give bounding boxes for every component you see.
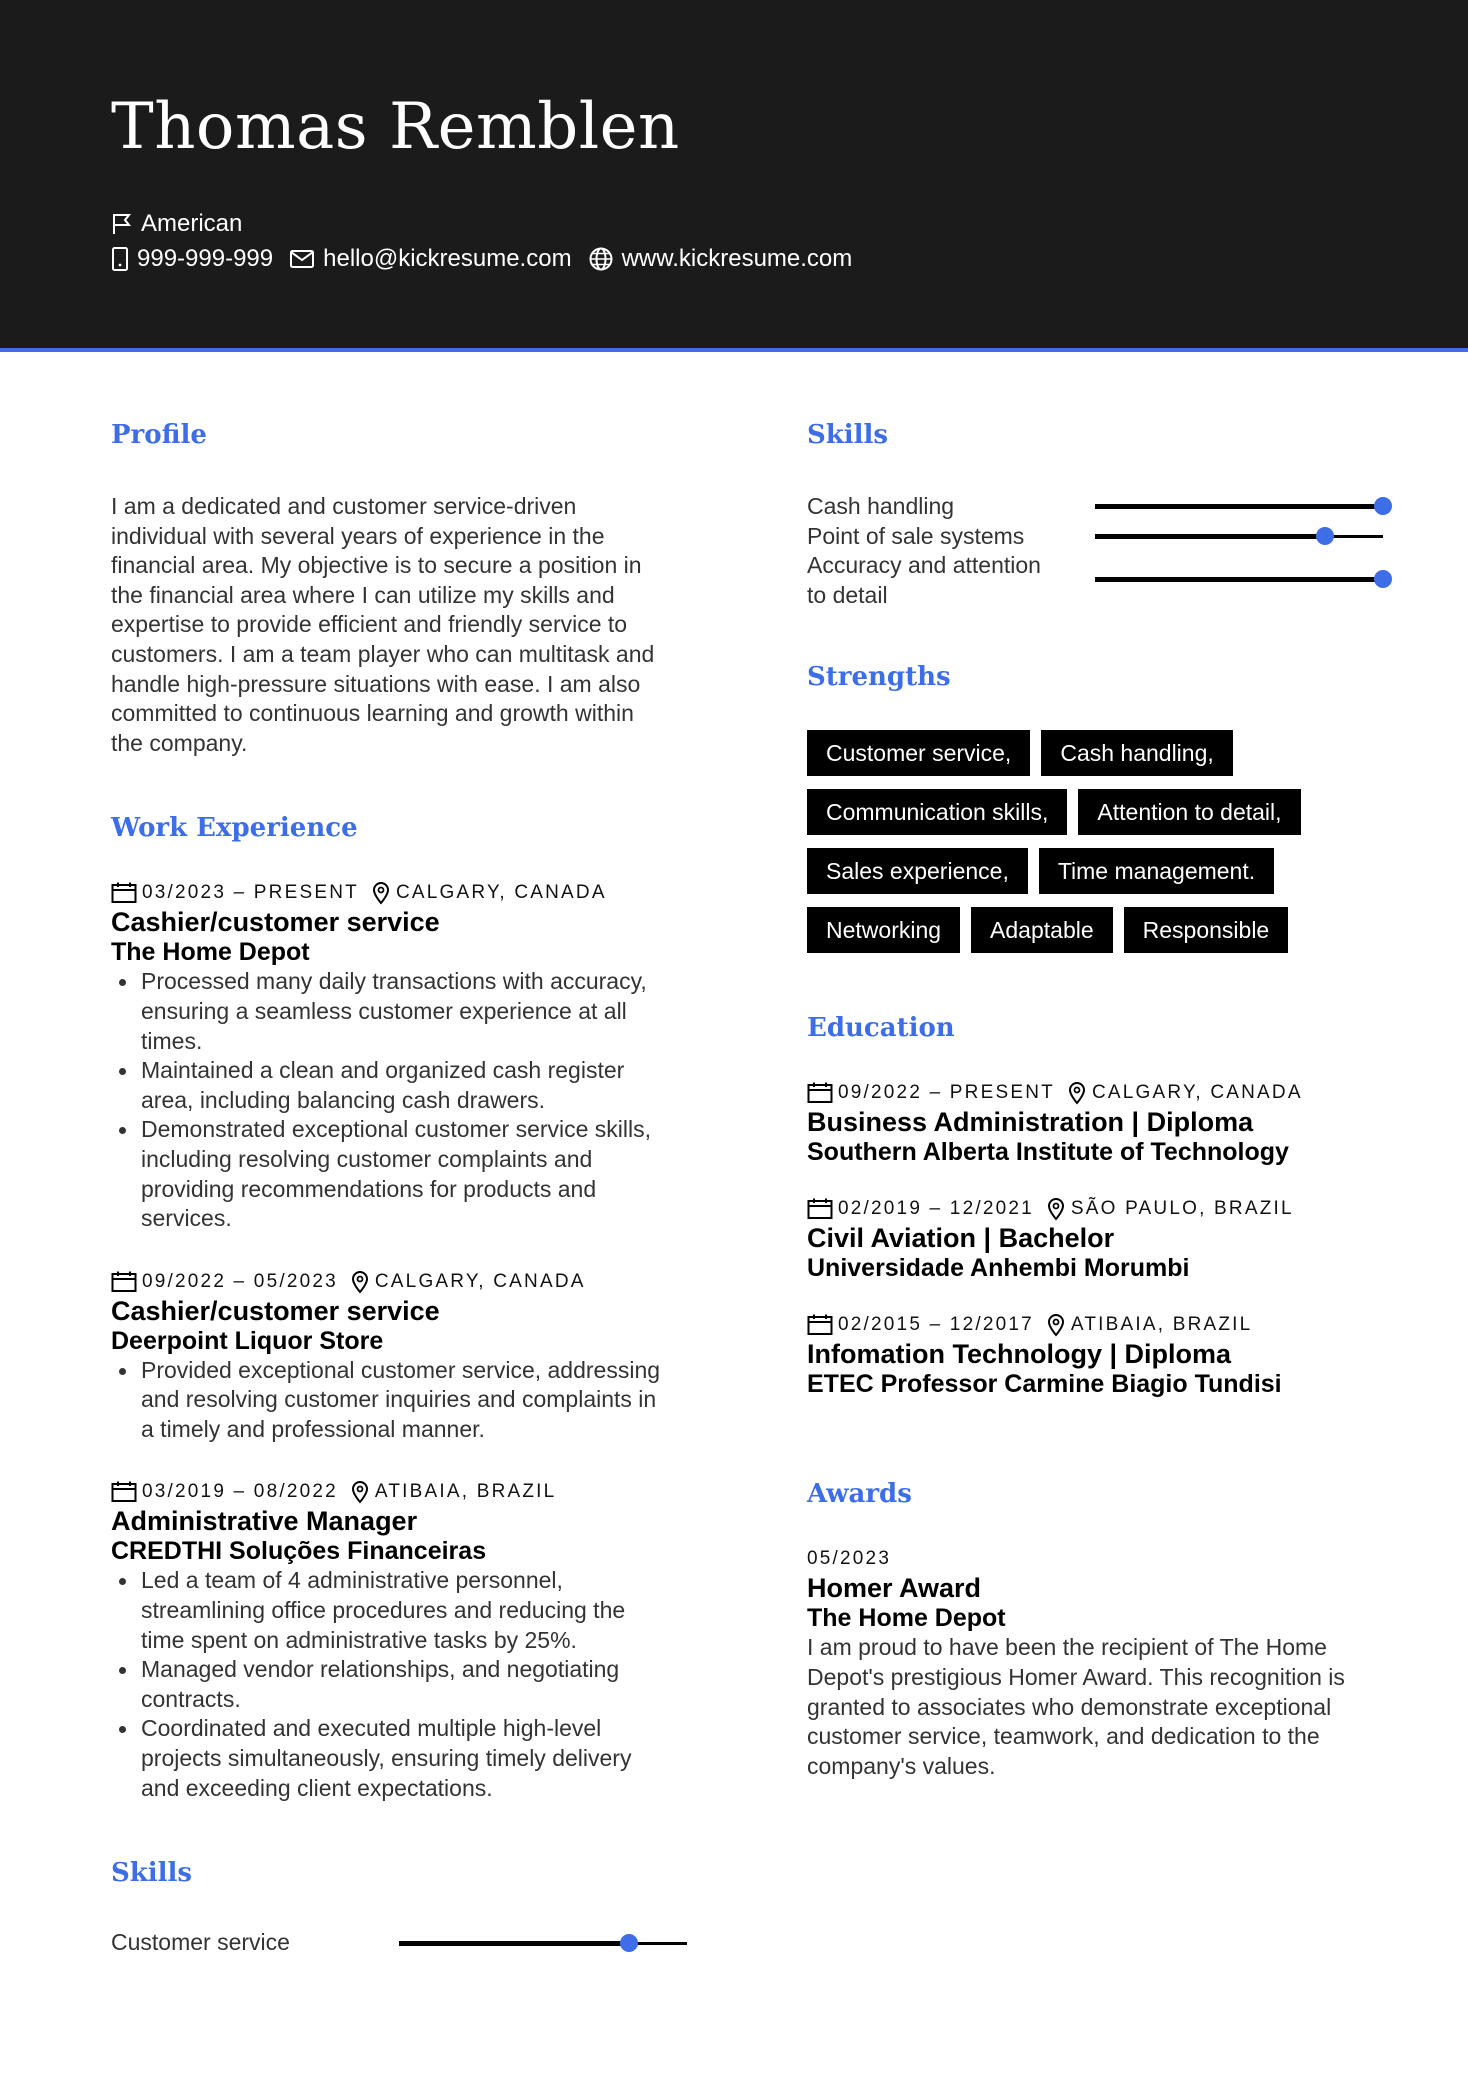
calendar-icon — [807, 1198, 833, 1220]
strength-tag: Communication skills, — [807, 789, 1067, 835]
education-school: Universidade Anhembi Morumbi — [807, 1254, 1190, 1283]
nationality-text: American — [141, 210, 243, 237]
award-entry — [807, 1547, 1383, 1781]
skills-heading-left: Skills — [111, 1858, 193, 1889]
education-entry — [807, 1313, 1383, 1399]
job-meta: 03/2023 – PRESENT CALGARY, CANADA — [111, 881, 691, 905]
skill-name: Accuracy and attention to detail — [807, 552, 1041, 608]
award-description: I am proud to have been the recipient of The Home Depot's prestigious Homer Award. This recognition is granted to associates who demonstrate exceptional customer service, teamwork, and dedication to the company's values. — [807, 1634, 1345, 1779]
resume-header — [0, 0, 1468, 348]
globe-icon — [588, 246, 614, 272]
location-pin-icon — [350, 1480, 370, 1504]
education-meta: 02/2019 – 12/2021 SÃO PAULO, BRAZIL — [807, 1197, 1383, 1221]
list-item: Managed vendor relationships, and negotiating contracts. — [111, 1655, 691, 1714]
calendar-icon — [111, 1271, 137, 1293]
skills-heading-right: Skills — [807, 420, 889, 450]
job-company: CREDTHI Soluções Financeiras — [111, 1537, 487, 1566]
education-heading: Education — [807, 1013, 955, 1044]
skill-row — [807, 522, 1383, 552]
list-item: Maintained a clean and organized cash register area, including balancing cash drawers. — [111, 1056, 691, 1115]
contact-row — [111, 245, 868, 273]
phone-icon — [111, 246, 129, 272]
flag-icon — [111, 212, 133, 236]
skill-level-dot — [1316, 527, 1334, 545]
skill-level-dot — [1374, 497, 1392, 515]
education-degree: Business Administration | Diploma — [807, 1107, 1254, 1138]
strength-tag: Sales experience, — [807, 848, 1028, 894]
strength-tag: Networking — [807, 907, 960, 953]
website[interactable] — [588, 245, 853, 273]
education-degree: Civil Aviation | Bachelor — [807, 1223, 1115, 1254]
education-entry — [807, 1197, 1383, 1283]
email[interactable] — [289, 245, 571, 273]
job-bullets — [111, 967, 691, 1233]
header-accent-line — [0, 348, 1468, 352]
job-entry — [111, 1480, 691, 1803]
awards-heading: Awards — [807, 1479, 912, 1510]
job-company: The Home Depot — [111, 938, 310, 967]
skill-row — [807, 492, 1383, 522]
award-org: The Home Depot — [807, 1604, 1006, 1633]
calendar-icon — [111, 1481, 137, 1503]
skill-name: Customer service — [111, 1929, 290, 1956]
job-bullets — [111, 1356, 691, 1445]
job-title: Cashier/customer service — [111, 1295, 440, 1326]
location-pin-icon — [1046, 1197, 1066, 1221]
work-experience-heading: Work Experience — [111, 813, 358, 844]
job-company: Deerpoint Liquor Store — [111, 1326, 384, 1355]
location-pin-icon — [1046, 1313, 1066, 1337]
left-column — [111, 420, 691, 1958]
education-degree: Infomation Technology | Diploma — [807, 1339, 1232, 1370]
location-pin-icon — [350, 1270, 370, 1294]
skill-level-bar — [399, 1941, 629, 1946]
list-item: Demonstrated exceptional customer service skills, including resolving customer complaints and providing recommendations for products and services. — [111, 1115, 691, 1233]
job-entry — [111, 881, 691, 1233]
phone[interactable] — [111, 245, 273, 273]
education-school: ETEC Professor Carmine Biagio Tundisi — [807, 1370, 1282, 1399]
profile-text: I am a dedicated and customer service-driven individual with several years of experience in the financial area. My objective is to secure a position in the financial area where I can utilize my skills and expertise to provide efficient and friendly service to customers. I am a team player who can multitask and handle high-pressure situations with ease. I am also committed to continuous learning and growth within the company. — [111, 493, 655, 756]
job-bullets — [111, 1566, 691, 1803]
job-meta: 03/2019 – 08/2022 ATIBAIA, BRAZIL — [111, 1480, 691, 1504]
skill-level-bar — [1095, 504, 1383, 509]
education-meta: 09/2022 – PRESENT CALGARY, CANADA — [807, 1081, 1383, 1105]
education-school: Southern Alberta Institute of Technology — [807, 1138, 1289, 1167]
strengths-heading: Strengths — [807, 662, 951, 693]
education-meta: 02/2015 – 12/2017 ATIBAIA, BRAZIL — [807, 1313, 1383, 1337]
calendar-icon — [111, 882, 137, 904]
strength-tag: Attention to detail, — [1078, 789, 1300, 835]
email-text: hello@kickresume.com — [323, 245, 572, 272]
skill-level-bar — [1095, 577, 1383, 582]
location-pin-icon — [371, 881, 391, 905]
award-name: Homer Award — [807, 1573, 982, 1604]
profile-heading: Profile — [111, 420, 207, 450]
job-title: Cashier/customer service — [111, 907, 440, 938]
strength-tag: Responsible — [1124, 907, 1289, 953]
nationality — [111, 210, 242, 238]
strength-tags — [807, 730, 1327, 953]
award-date: 05/2023 — [807, 1548, 892, 1570]
list-item: Coordinated and executed multiple high-level projects simultaneously, ensuring timely delivery and exceeding client expectations. — [111, 1714, 691, 1803]
strength-tag: Time management. — [1039, 848, 1274, 894]
list-item: Processed many daily transactions with accuracy, ensuring a seamless customer experience at all times. — [111, 967, 691, 1056]
candidate-name: Thomas Remblen — [111, 90, 680, 164]
job-meta: 09/2022 – 05/2023 CALGARY, CANADA — [111, 1270, 691, 1294]
job-title: Administrative Manager — [111, 1506, 418, 1537]
skill-level-dot — [1374, 570, 1392, 588]
strength-tag: Adaptable — [971, 907, 1113, 953]
list-item: Led a team of 4 administrative personnel, streamlining office procedures and reducing the time spent on administrative tasks by 25%. — [111, 1566, 691, 1655]
list-item: Provided exceptional customer service, addressing and resolving customer inquiries and complaints in a timely and professional manner. — [111, 1356, 691, 1445]
strength-tag: Cash handling, — [1041, 730, 1232, 776]
mail-icon — [289, 249, 315, 269]
nationality-row — [111, 210, 258, 238]
phone-text: 999-999-999 — [137, 245, 274, 272]
calendar-icon — [807, 1314, 833, 1336]
skill-row — [807, 551, 1383, 610]
website-text: www.kickresume.com — [621, 245, 853, 272]
skill-name: Point of sale systems — [807, 522, 1025, 549]
skill-level-bar — [1095, 534, 1325, 539]
location-pin-icon — [1067, 1081, 1087, 1105]
right-column — [807, 420, 1383, 1781]
education-entry — [807, 1081, 1383, 1167]
skill-level-dot — [620, 1934, 638, 1952]
calendar-icon — [807, 1082, 833, 1104]
strength-tag: Customer service, — [807, 730, 1030, 776]
job-entry — [111, 1270, 691, 1445]
skill-name: Cash handling — [807, 493, 955, 519]
skill-row — [111, 1928, 691, 1958]
